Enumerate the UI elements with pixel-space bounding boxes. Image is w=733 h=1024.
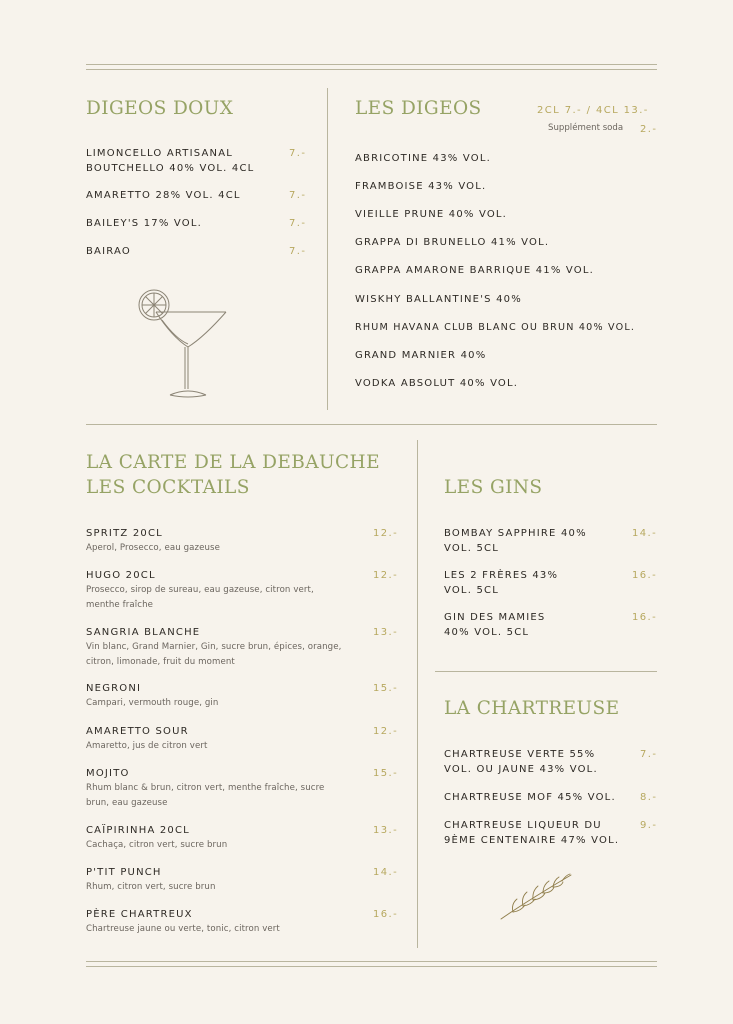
menu-item-name: LIMONCELLO ARTISANAL BOUTCHELLO 40% VOL. 4CL: [86, 148, 255, 174]
menu-item-description: Amaretto, jus de citron vert: [86, 741, 208, 751]
menu-item-name: P'TIT PUNCH: [86, 867, 162, 878]
menu-item-name: MOJITO: [86, 768, 130, 779]
menu-item-price: 12.-: [373, 528, 399, 539]
menu-item-name: VIEILLE PRUNE 40% VOL.: [355, 209, 508, 220]
top-rule-1: [86, 64, 657, 65]
menu-item-price: 12.-: [373, 570, 399, 581]
menu-item-description: Rhum blanc & brun, citron vert, menthe fraîche, sucre brun, eau gazeuse: [86, 783, 325, 808]
menu-item-price: 12.-: [373, 726, 399, 737]
menu-item-price: 16.-: [373, 909, 399, 920]
menu-item-price: 14.-: [373, 867, 399, 878]
menu-item-name: AMARETTO 28% VOL. 4CL: [86, 190, 241, 201]
digeos-doux-title: DIGEOS DOUX: [86, 98, 234, 119]
bottom-rule-1: [86, 961, 657, 962]
menu-item-name: FRAMBOISE 43% VOL.: [355, 181, 487, 192]
menu-item-price: 7.-: [289, 246, 307, 257]
menu-item-price: 15.-: [373, 683, 399, 694]
digeos-price-header: 2CL 7.- / 4CL 13.-: [537, 105, 649, 116]
bottom-rule-2: [86, 966, 657, 967]
menu-item-name: CHARTREUSE MOF 45% VOL.: [444, 792, 616, 803]
menu-item-price: 13.-: [373, 825, 399, 836]
menu-item-name: ABRICOTINE 43% VOL.: [355, 153, 491, 164]
menu-item-name: WISKHY BALLANTINE'S 40%: [355, 294, 522, 305]
menu-item-name: GIN DES MAMIES 40% VOL. 5CL: [444, 612, 546, 638]
menu-item-name: HUGO 20CL: [86, 570, 156, 581]
menu-item-price: 7.-: [640, 749, 658, 760]
martini-glass-icon: [132, 287, 232, 402]
menu-item-name: NEGRONI: [86, 683, 142, 694]
menu-item-name: SANGRIA BLANCHE: [86, 627, 201, 638]
gins-title: LES GINS: [444, 477, 543, 498]
menu-item-name: PÈRE CHARTREUX: [86, 909, 193, 920]
menu-item-description: Prosecco, sirop de sureau, eau gazeuse, citron vert, menthe fraîche: [86, 585, 314, 610]
divider-top-vertical: [327, 88, 328, 410]
menu-item-price: 14.-: [632, 528, 658, 539]
menu-item-price: 16.-: [632, 570, 658, 581]
menu-item-name: BAIRAO: [86, 246, 131, 257]
menu-item-price: 7.-: [289, 218, 307, 229]
menu-item-price: 7.-: [289, 148, 307, 159]
divider-bottom-vertical: [417, 440, 418, 948]
menu-item-name: AMARETTO SOUR: [86, 726, 189, 737]
top-rule-2: [86, 69, 657, 70]
menu-item-description: Aperol, Prosecco, eau gazeuse: [86, 543, 221, 553]
menu-item-price: 13.-: [373, 627, 399, 638]
menu-item-description: Campari, vermouth rouge, gin: [86, 698, 219, 708]
menu-item-name: BOMBAY SAPPHIRE 40% VOL. 5CL: [444, 528, 587, 554]
menu-item-description: Vin blanc, Grand Marnier, Gin, sucre brun, épices, orange, citron, limonade, fruit du moment: [86, 642, 342, 667]
menu-item-name: RHUM HAVANA CLUB BLANC OU BRUN 40% VOL.: [355, 322, 636, 333]
menu-item-name: GRAPPA DI BRUNELLO 41% VOL.: [355, 237, 550, 248]
chartreuse-title: LA CHARTREUSE: [444, 698, 620, 719]
menu-item-description: Cachaça, citron vert, sucre brun: [86, 840, 228, 850]
menu-item-name: GRAND MARNIER 40%: [355, 350, 487, 361]
cocktails-title-line2: LES COCKTAILS: [86, 477, 250, 498]
menu-item-name: VODKA ABSOLUT 40% VOL.: [355, 378, 519, 389]
menu-item-name: GRAPPA AMARONE BARRIQUE 41% VOL.: [355, 265, 595, 276]
menu-item-price: 9.-: [640, 820, 658, 831]
les-digeos-title: LES DIGEOS: [355, 98, 482, 119]
menu-item-price: 16.-: [632, 612, 658, 623]
cocktails-title-line1: LA CARTE DE LA DEBAUCHE: [86, 452, 380, 473]
divider-gins-chartreuse: [435, 671, 657, 672]
soda-supplement-price: 2.-: [640, 124, 658, 135]
menu-item-price: 7.-: [289, 190, 307, 201]
menu-item-price: 15.-: [373, 768, 399, 779]
menu-item-name: BAILEY'S 17% VOL.: [86, 218, 203, 229]
menu-item-price: 8.-: [640, 792, 658, 803]
menu-item-name: LES 2 FRÈRES 43% VOL. 5CL: [444, 570, 559, 596]
menu-item-name: CHARTREUSE VERTE 55% VOL. OU JAUNE 43% VOL.: [444, 749, 598, 775]
divider-middle-horizontal: [86, 424, 657, 425]
herb-sprig-icon: [497, 871, 577, 923]
menu-item-name: CAÏPIRINHA 20CL: [86, 825, 190, 836]
menu-item-description: Rhum, citron vert, sucre brun: [86, 882, 216, 892]
menu-item-description: Chartreuse jaune ou verte, tonic, citron vert: [86, 924, 280, 934]
menu-item-name: CHARTREUSE LIQUEUR DU 9ÈME CENTENAIRE 47% VOL.: [444, 820, 620, 846]
soda-supplement-label: Supplément soda: [548, 123, 624, 133]
menu-item-name: SPRITZ 20CL: [86, 528, 163, 539]
